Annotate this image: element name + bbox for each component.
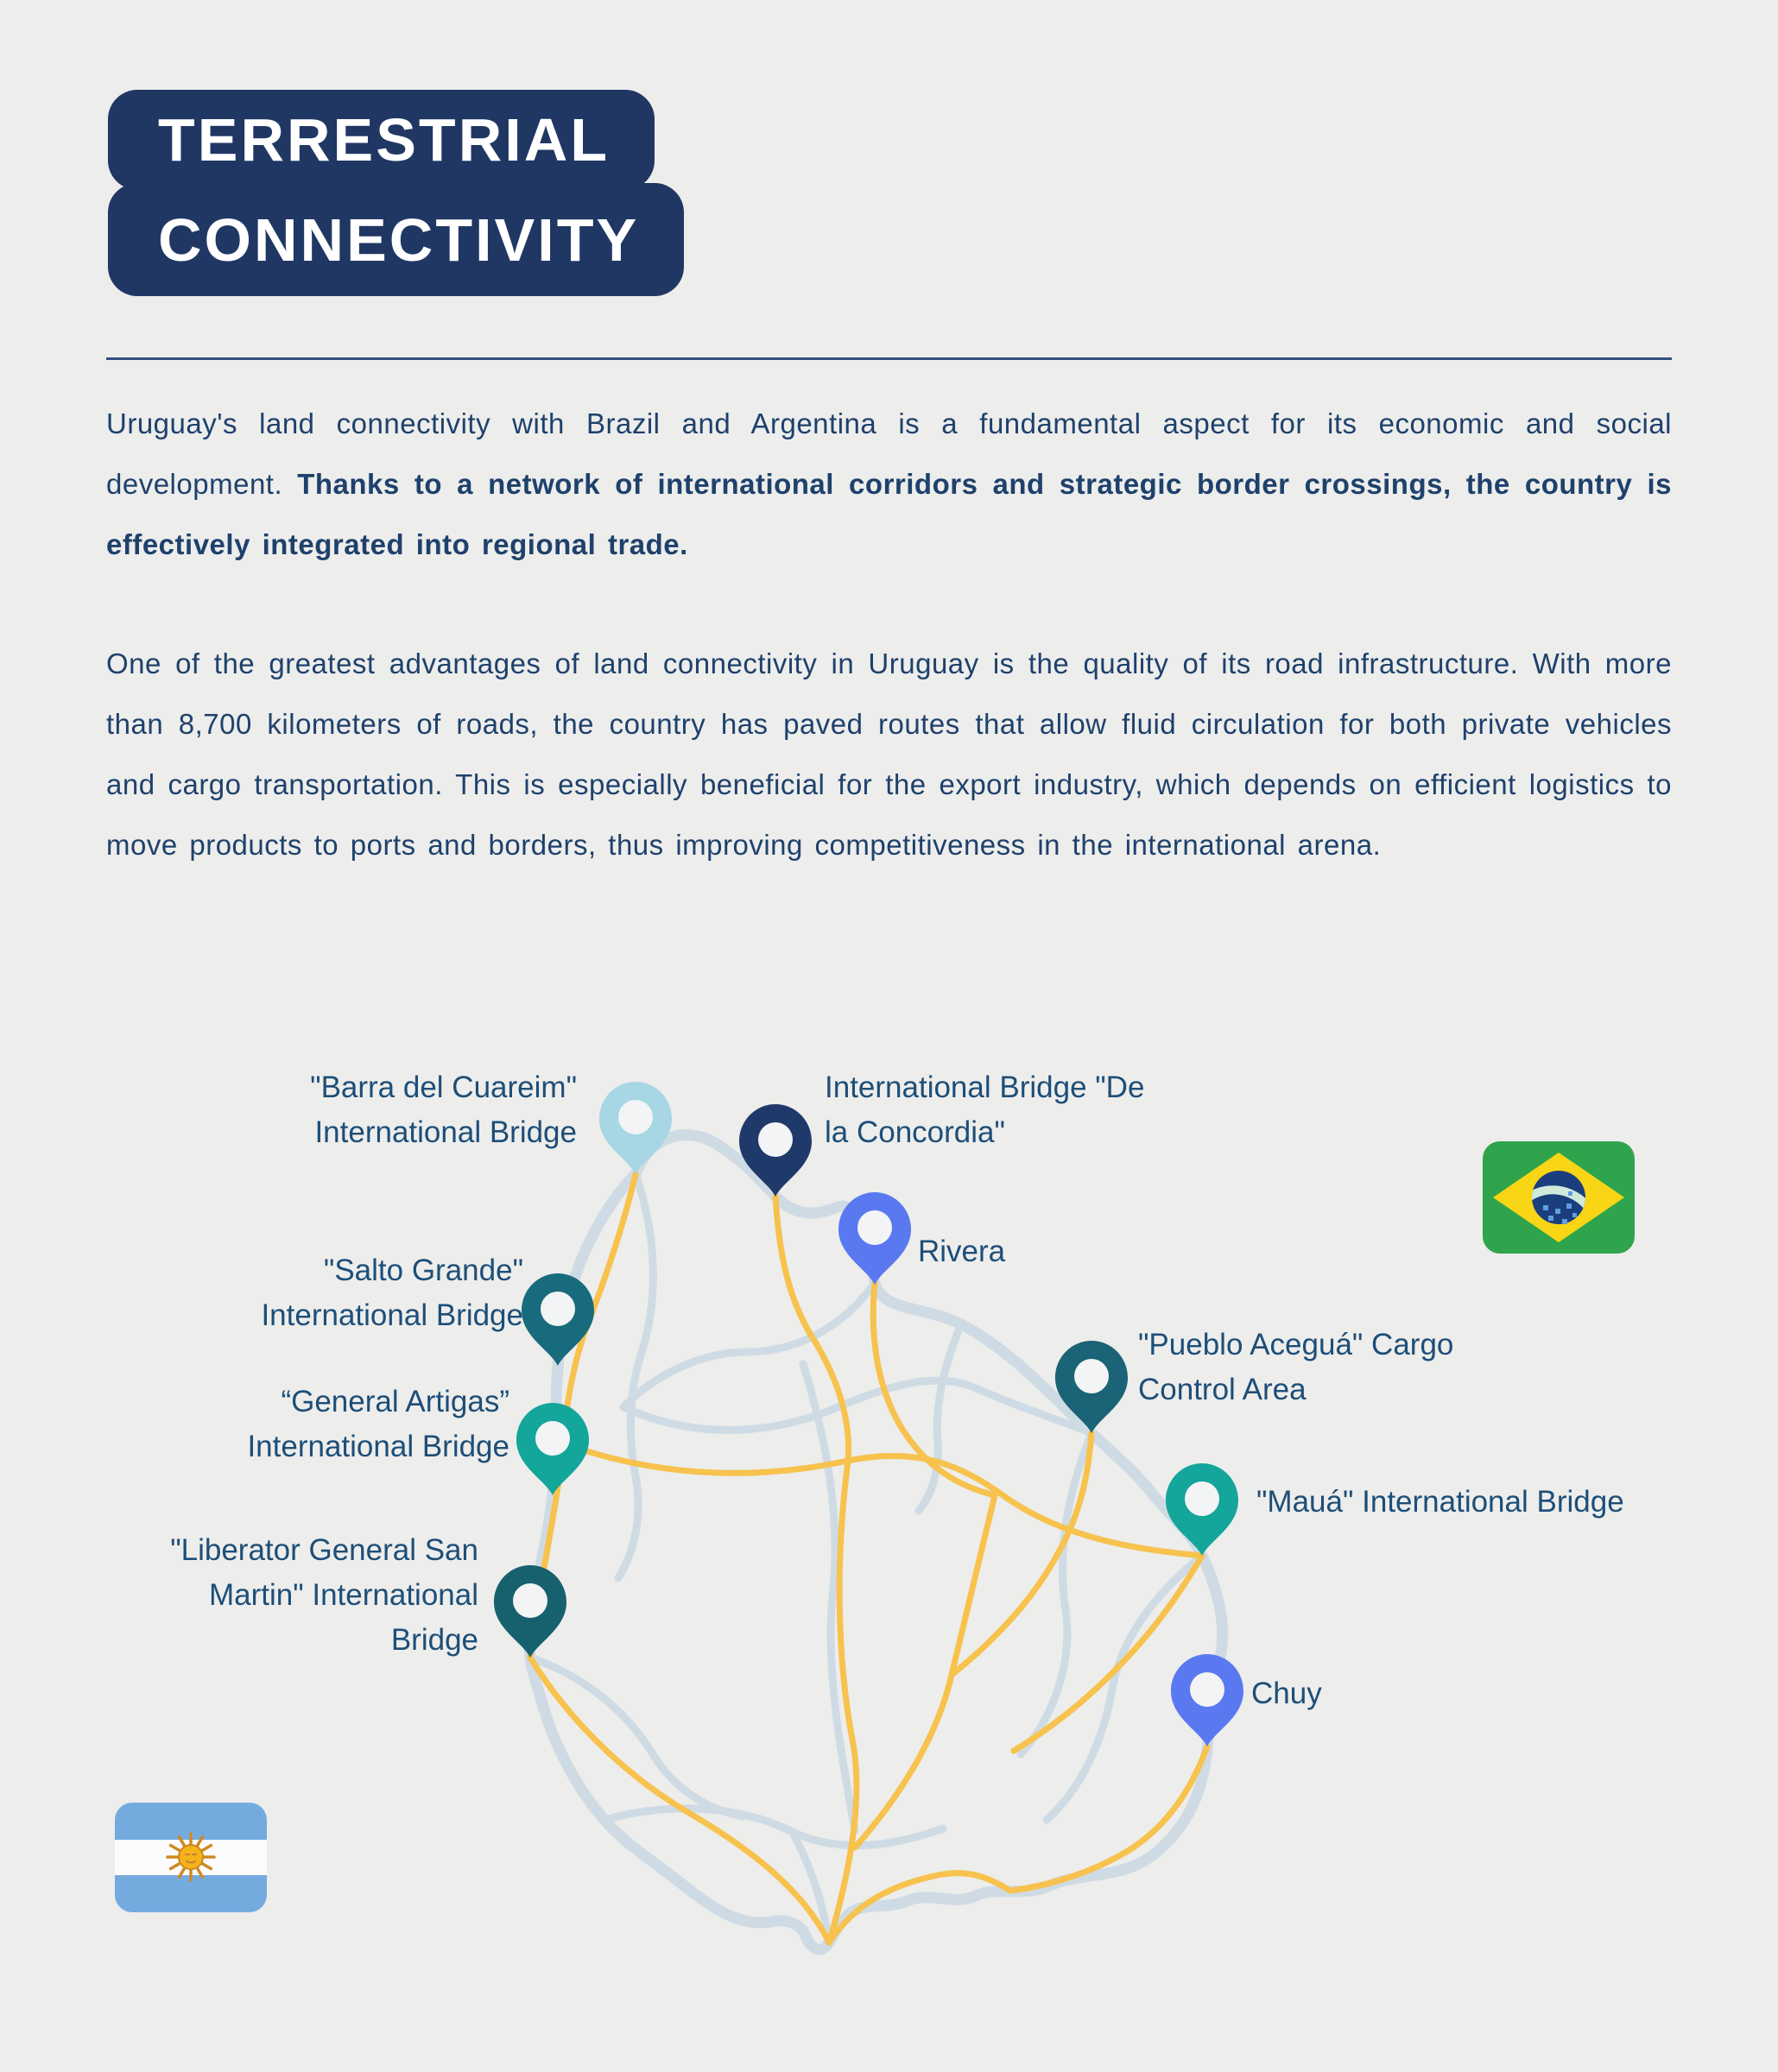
map-pin-general-artigas [516,1403,589,1495]
secondary-road [530,1658,743,1816]
label-pueblo-acegua [1138,1323,1453,1412]
pin-hole [857,1210,892,1245]
label-line: Rivera [918,1235,1006,1268]
label-line: "Barra del Cuareim" [310,1071,577,1104]
primary-road [563,1443,1202,1556]
label-salto-grande [261,1248,523,1338]
uruguay-road-map [371,1071,1454,2072]
pin-hole [541,1292,575,1326]
label-line: Control Area [1138,1373,1307,1406]
primary-road [530,1658,829,1942]
map-pin-chuy [1171,1654,1243,1747]
secondary-road [604,1809,943,1846]
divider-line [106,357,1672,360]
pin-hole [513,1583,547,1618]
label-line: International Bridge [314,1115,577,1149]
map-pin-rivera [838,1192,911,1285]
map-pin-maua [1166,1463,1238,1556]
pin-hole [1190,1672,1224,1707]
label-line: Chuy [1251,1677,1322,1710]
secondary-roads [530,1174,1202,1942]
pin-hole [618,1100,653,1134]
argentina-flag [115,1803,267,1912]
label-general-artigas [247,1380,509,1469]
label-de-la-concordia [825,1065,1144,1155]
brazil-flag [1483,1141,1635,1254]
primary-road [855,1495,995,1848]
label-line: "Liberator General San [170,1533,478,1567]
page-title-text1: TERRESTRIAL [158,106,610,174]
secondary-road [623,1380,1091,1433]
map-pin-barra-del-cuareim [599,1082,672,1174]
page-title-text2: CONNECTIVITY [158,205,640,274]
label-maua [1256,1480,1624,1525]
label-line: "Salto Grande" [323,1254,523,1287]
map-pin-liberator-general-san-martin [494,1565,566,1658]
label-line: “General Artigas” [281,1385,509,1418]
label-line: "Pueblo Aceguá" Cargo [1138,1328,1454,1361]
map-pin-salto-grande [522,1273,594,1366]
paragraph-1-bold: Thanks to a network of international corridors and strategic border crossings, the country is effectively integrated into regional trade. [106,468,1672,560]
sun-of-may-face [179,1845,203,1869]
pin-hole [535,1421,570,1456]
secondary-road [618,1174,653,1578]
label-line: International Bridge [261,1298,523,1332]
page-title-line2 [108,183,684,296]
pin-hole [758,1122,793,1157]
label-line: Bridge [390,1623,478,1657]
pin-hole [1185,1481,1219,1516]
intro-paragraph-1 [106,394,1672,575]
label-line: "Mauá" International Bridge [1256,1485,1624,1519]
label-line: Martin" International [208,1578,478,1612]
page-title-line1 [108,90,655,190]
label-liberator-general-san-martin [170,1528,478,1663]
label-chuy [1251,1671,1322,1716]
label-line: International Bridge [247,1430,509,1463]
map-pin-de-la-concordia [739,1104,812,1197]
paragraph-1-normal: Uruguay's land connectivity with Brazil and Argentina is a fundamental aspect for its economic and social development. [106,407,1672,500]
label-barra-del-cuareim [310,1065,577,1155]
label-line: International Bridge "De [825,1071,1145,1104]
label-rivera [918,1229,1005,1274]
pin-hole [1074,1359,1109,1393]
label-line: la Concordia" [825,1115,1005,1149]
intro-paragraph-2: One of the greatest advantages of land connectivity in Uruguay is the quality of its road infrastructure. With more than 8,700 kilometers of roads, the country has paved routes that allow fluid circulation for both private vehicles and cargo transportation. This is especially beneficial for the export industry, which depends on efficient logistics to move products to ports and borders, thus improving competitiveness in the international arena. [106,648,1672,861]
